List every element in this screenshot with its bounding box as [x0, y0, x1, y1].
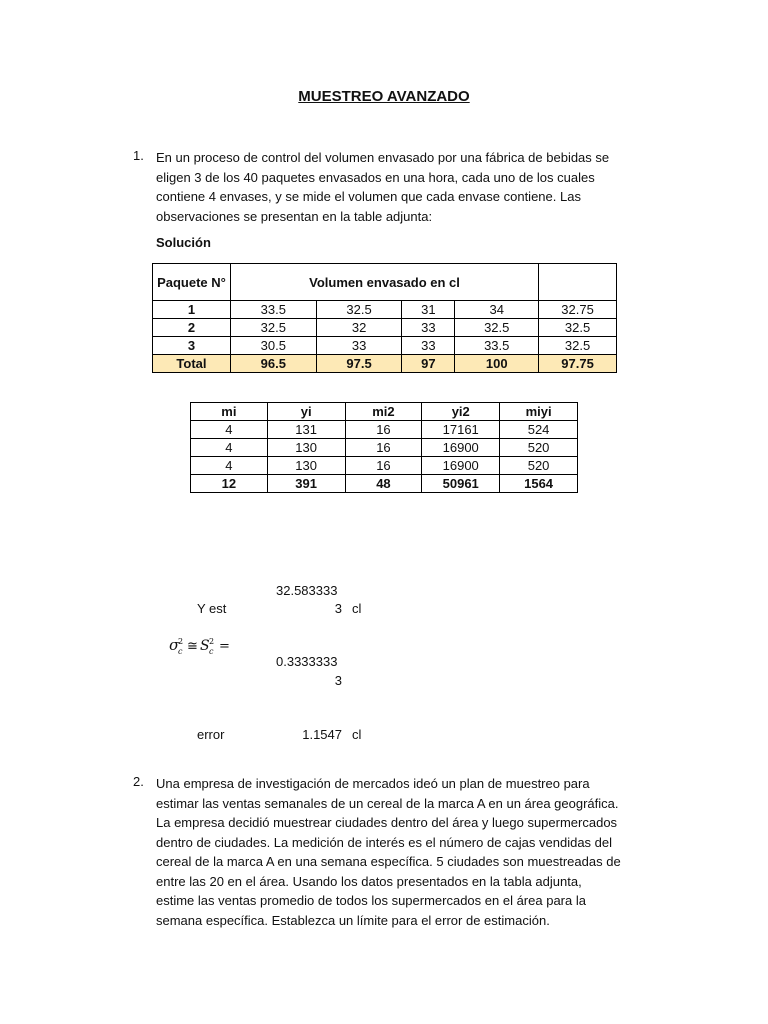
- table-cell: 16: [345, 421, 422, 439]
- table-cell: 32: [316, 319, 402, 337]
- table-cell: 33: [402, 337, 455, 355]
- volume-table: [152, 263, 617, 373]
- table-cell: 130: [267, 457, 345, 475]
- table-cell: 32.75: [539, 301, 617, 319]
- question-2-line: semana específica. Establezca un límite para el error de estimación.: [156, 912, 550, 928]
- table-cell: 16900: [422, 457, 500, 475]
- table-row: [153, 337, 617, 355]
- total-cell: 96.5: [230, 355, 316, 373]
- solution-label: Solución: [156, 235, 211, 250]
- table-row: [191, 421, 578, 439]
- table-cell: 2: [153, 319, 231, 337]
- table-cell: 32.5: [455, 319, 539, 337]
- total-cell: 100: [455, 355, 539, 373]
- svg-text:=: =: [219, 639, 230, 654]
- table-cell: 32.5: [539, 319, 617, 337]
- table-cell: 520: [500, 439, 578, 457]
- question-2-line: cereal de la marca A en una semana específica. 5 ciudades son muestreadas de: [156, 854, 621, 869]
- total-cell: 12: [191, 475, 268, 493]
- table-cell: 16: [345, 439, 422, 457]
- svg-text:c: c: [209, 647, 214, 656]
- question-2-text: [156, 774, 657, 930]
- yest-numerator: 32.583333: [276, 583, 338, 598]
- question-1-number: 1.: [133, 148, 144, 163]
- column-header: yi: [267, 403, 345, 421]
- error-unit: cl: [352, 727, 362, 742]
- total-cell: 50961: [422, 475, 500, 493]
- variance-formula-image: [167, 633, 239, 659]
- table-cell: 34: [455, 301, 539, 319]
- svg-text:2: 2: [178, 637, 184, 646]
- variance-denominator: 3: [334, 673, 342, 688]
- column-header: miyi: [500, 403, 578, 421]
- question-2-line: estime las ventas promedio de todos los supermercados en el área para la: [156, 893, 586, 908]
- question-1-line: En un proceso de control del volumen envasado por una fábrica de bebidas se: [156, 150, 610, 165]
- total-cell: 48: [345, 475, 422, 493]
- table-cell: 33: [316, 337, 402, 355]
- table-cell: 32.5: [230, 319, 316, 337]
- svg-text:≅: ≅: [187, 639, 198, 654]
- table-cell: 4: [191, 457, 268, 475]
- total-row: [153, 355, 617, 373]
- question-1-line: contiene 4 envases, y se mide el volumen que cada envase contiene. Las: [156, 189, 581, 204]
- svg-text:S: S: [200, 638, 210, 654]
- question-2-line: estimar las ventas semanales de un cereal de la marca A en un área geográfica.: [156, 795, 619, 811]
- question-2-number: 2.: [133, 774, 144, 789]
- question-2-line: La empresa decidió muestrear ciudades dentro del área y luego supermercados: [156, 815, 618, 830]
- table-cell: 3: [153, 337, 231, 355]
- question-2-line: dentro de ciudades. La medición de interés es el número de cajas vendidas del: [156, 834, 613, 850]
- page-title: MUESTREO AVANZADO: [298, 88, 470, 105]
- table-cell: 4: [191, 421, 268, 439]
- table-cell: 130: [267, 439, 345, 457]
- yest-label: Y est: [197, 601, 227, 616]
- table-cell: 33.5: [230, 301, 316, 319]
- question-1-line: observaciones se presentan en la table adjunta:: [156, 208, 433, 224]
- svg-text:c: c: [178, 647, 183, 656]
- question-1-text: [156, 148, 656, 226]
- total-cell: 391: [267, 475, 345, 493]
- table-cell: 524: [500, 421, 578, 439]
- total-cell: 1564: [500, 475, 578, 493]
- table-cell: 32.5: [316, 301, 402, 319]
- table-cell: 31: [402, 301, 455, 319]
- total-cell: 97.75: [539, 355, 617, 373]
- header-volumen: Volumen envasado en cl: [230, 264, 538, 301]
- question-1-line: eligen 3 de los 40 paquetes envasados en una hora, cada uno de los cuales: [156, 169, 595, 185]
- table-cell: 520: [500, 457, 578, 475]
- total-cell: 97.5: [316, 355, 402, 373]
- column-header: mi2: [345, 403, 422, 421]
- table-row: [191, 439, 578, 457]
- question-2-line: Una empresa de investigación de mercados ideó un plan de muestreo para: [156, 776, 590, 791]
- table-cell: 33.5: [455, 337, 539, 355]
- svg-text:2: 2: [209, 637, 215, 646]
- yest-unit: cl: [352, 601, 362, 616]
- table-row: [153, 319, 617, 337]
- summary-table: [190, 402, 578, 493]
- yest-denominator: 3: [334, 601, 342, 616]
- table-cell: 1: [153, 301, 231, 319]
- table-header-row: [191, 403, 578, 421]
- table-cell: 4: [191, 439, 268, 457]
- svg-text:σ: σ: [169, 636, 180, 654]
- error-value: 1.1547: [302, 727, 342, 742]
- question-2-line: entre las 20 en el área. Usando los datos presentados en la tabla adjunta,: [156, 873, 582, 889]
- table-cell: 16900: [422, 439, 500, 457]
- table-row: [191, 457, 578, 475]
- table-cell: 17161: [422, 421, 500, 439]
- variance-numerator: 0.3333333: [276, 654, 338, 669]
- total-cell: 97: [402, 355, 455, 373]
- totals-row: [191, 475, 578, 493]
- table-cell: 32.5: [539, 337, 617, 355]
- error-label: error: [197, 727, 225, 742]
- table-cell: 30.5: [230, 337, 316, 355]
- table-row: [153, 301, 617, 319]
- table-cell: 131: [267, 421, 345, 439]
- header-paquete: Paquete N°: [153, 264, 231, 301]
- column-header: mi: [191, 403, 268, 421]
- total-cell: Total: [153, 355, 231, 373]
- table-cell: 16: [345, 457, 422, 475]
- table-cell: 33: [402, 319, 455, 337]
- header-empty: [539, 264, 617, 301]
- column-header: yi2: [422, 403, 500, 421]
